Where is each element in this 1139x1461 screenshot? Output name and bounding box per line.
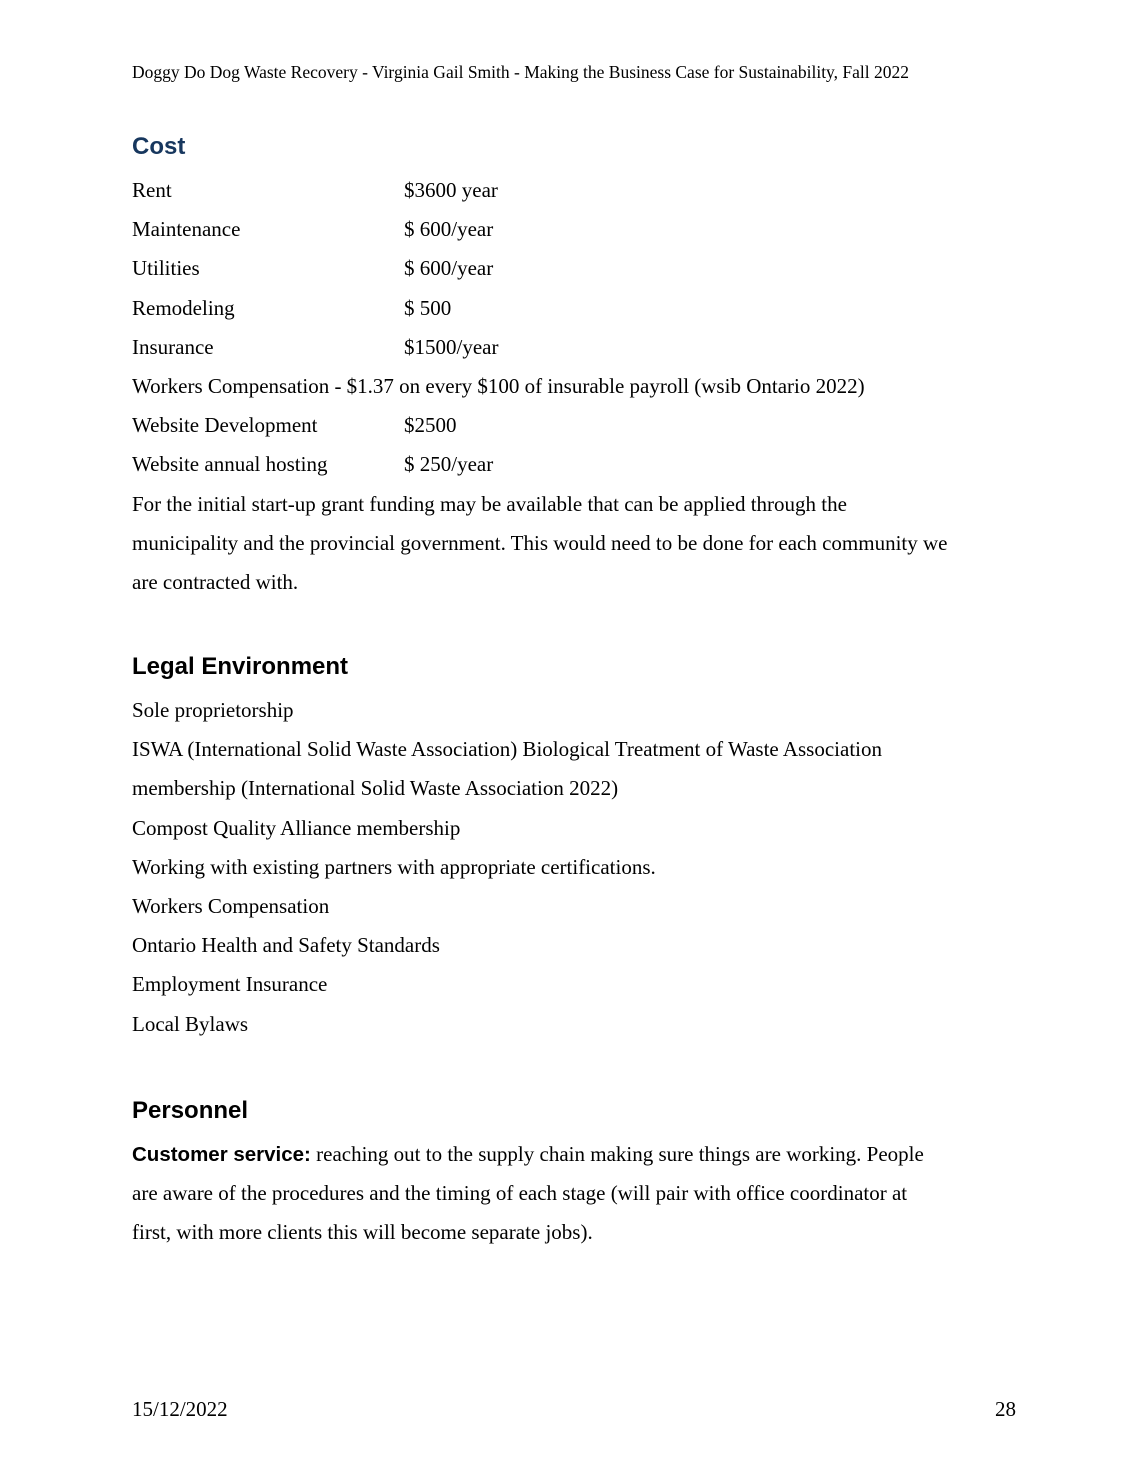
cost-label: Remodeling xyxy=(132,295,235,320)
paragraph-line: are contracted with. xyxy=(132,570,299,595)
page-number: 28 xyxy=(995,1397,1016,1421)
cost-value: $ 600/year xyxy=(404,217,494,242)
cost-label: Rent xyxy=(132,178,172,202)
paragraph-line: For the initial start-up grant funding may be available that can be applied through the xyxy=(132,491,847,516)
legal-line: ISWA (International Solid Waste Association) Biological Treatment of Waste Association xyxy=(132,737,883,762)
customer-service-label: Customer service: xyxy=(132,1143,311,1166)
cost-item-utilities xyxy=(132,249,1017,288)
cost-label: Insurance xyxy=(132,334,214,359)
legal-line: Workers Compensation xyxy=(132,894,330,919)
cost-item-remodeling xyxy=(132,289,1017,328)
cost-label: Maintenance xyxy=(132,217,241,242)
cost-item-website-hosting xyxy=(132,445,1017,484)
cost-value: $1500/year xyxy=(404,334,499,359)
customer-service-paragraph xyxy=(132,1135,1017,1253)
cost-heading: Cost xyxy=(132,133,186,160)
cost-value: $2500 xyxy=(404,413,457,438)
legal-line: membership (International Solid Waste Association 2022) xyxy=(132,776,619,801)
cost-list xyxy=(132,171,1017,602)
legal-line: Compost Quality Alliance membership xyxy=(132,815,461,840)
cost-value: $ 600/year xyxy=(404,256,494,281)
paragraph-line xyxy=(132,1135,1017,1174)
cost-label: Website Development xyxy=(132,413,318,438)
legal-line: Working with existing partners with appropriate certifications. xyxy=(132,854,656,879)
legal-heading: Legal Environment xyxy=(132,653,349,680)
legal-line: Local Bylaws xyxy=(132,1011,249,1036)
cost-value: $ 250/year xyxy=(404,452,494,477)
legal-line: Sole proprietorship xyxy=(132,698,294,722)
legal-list xyxy=(132,691,1017,1044)
footer-date: 15/12/2022 xyxy=(132,1397,228,1421)
cost-item-insurance xyxy=(132,328,1017,367)
cost-value: $ 500 xyxy=(404,295,452,320)
cost-value: $3600 year xyxy=(404,178,498,202)
paragraph-line: first, with more clients this will become separate jobs). xyxy=(132,1220,593,1245)
paragraph-line: are aware of the procedures and the timing of each stage (will pair with office coordinator at xyxy=(132,1181,908,1206)
legal-line: Ontario Health and Safety Standards xyxy=(132,933,440,958)
paragraph-line: municipality and the provincial government. This would need to be done for each community we xyxy=(132,530,948,555)
legal-line: Employment Insurance xyxy=(132,972,328,997)
personnel-heading: Personnel xyxy=(132,1097,249,1124)
cost-item-website-development xyxy=(132,406,1017,445)
running-header: Doggy Do Dog Waste Recovery - Virginia Gail Smith - Making the Business Case for Sustainability, Fall 2022 xyxy=(132,62,910,82)
legal-section xyxy=(132,652,1017,1044)
cost-item-maintenance xyxy=(132,210,1017,249)
cost-label: Utilities xyxy=(132,256,200,281)
cost-item-rent xyxy=(132,171,1017,210)
funding-paragraph xyxy=(132,485,1017,603)
cost-label: Website annual hosting xyxy=(132,452,328,477)
personnel-section xyxy=(132,1096,1017,1253)
paragraph-text: reaching out to the supply chain making sure things are working. People xyxy=(310,1142,924,1166)
workers-compensation-line: Workers Compensation - $1.37 on every $100 of insurable payroll (wsib Ontario 2022) xyxy=(132,374,865,399)
cost-section xyxy=(132,132,1017,602)
